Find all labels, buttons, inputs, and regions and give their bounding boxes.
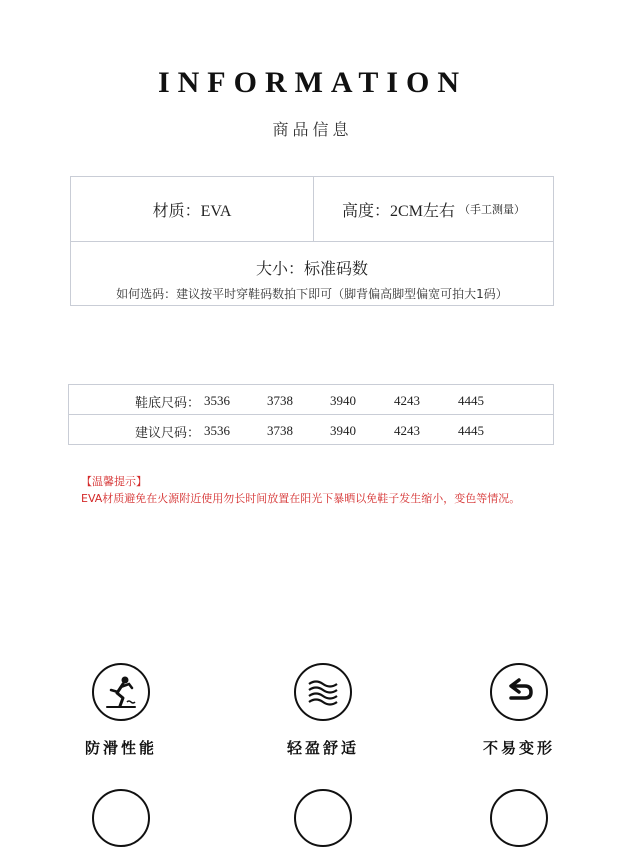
tip-text: EVA材质避免在火源附近使用勿长时间放置在阳光下暴晒以免鞋子发生缩小，变色等情况。 (81, 492, 521, 505)
tip-title: 【温馨提示】 (81, 475, 147, 488)
feature-no-deform (459, 663, 579, 758)
page-subtitle: 商品信息 (272, 120, 353, 139)
info-table (70, 176, 554, 306)
feature-comfort (263, 663, 383, 758)
return-arrow-icon (490, 663, 548, 721)
size-text: 大小：标准码数 (255, 259, 368, 278)
select-tip-text: 如何选码：建议按平时穿鞋码数拍下即可（脚背偏高脚型偏宽可拍大1码） (116, 287, 508, 301)
size-row-label: 建议尺码： (135, 426, 201, 441)
material-text: 材质：EVA (152, 202, 232, 220)
feature-label: 轻盈舒适 (286, 739, 359, 757)
height-note: （手工测量） (458, 203, 525, 216)
size-table (68, 384, 554, 445)
height-cell (314, 177, 553, 241)
size-value: 3738 (267, 393, 293, 408)
size-value: 3940 (330, 393, 356, 408)
size-row-suggested (69, 415, 553, 445)
size-value: 3738 (267, 423, 293, 438)
info-row-top (71, 177, 553, 242)
warm-tip (81, 473, 520, 507)
partial-circle-icon (92, 789, 150, 847)
partial-circle-icon (294, 789, 352, 847)
feature-anti-slip (61, 663, 181, 758)
size-value: 3940 (330, 423, 356, 438)
feature-label: 防滑性能 (84, 739, 157, 757)
size-value: 4445 (458, 393, 484, 408)
size-row-sole (69, 385, 553, 415)
size-value: 4243 (394, 393, 420, 408)
info-row-size (71, 242, 553, 305)
size-value: 4243 (394, 423, 420, 438)
comfort-wave-icon (294, 663, 352, 721)
page-title: INFORMATION (157, 66, 468, 99)
size-value: 3536 (204, 423, 230, 438)
partial-circle-icon (490, 789, 548, 847)
size-value: 4445 (458, 423, 484, 438)
size-value: 3536 (204, 393, 230, 408)
anti-slip-icon (92, 663, 150, 721)
height-text: 高度：2CM左右 (342, 202, 455, 220)
material-cell (71, 177, 314, 241)
feature-label: 不易变形 (482, 739, 555, 757)
size-row-label: 鞋底尺码： (135, 396, 201, 411)
